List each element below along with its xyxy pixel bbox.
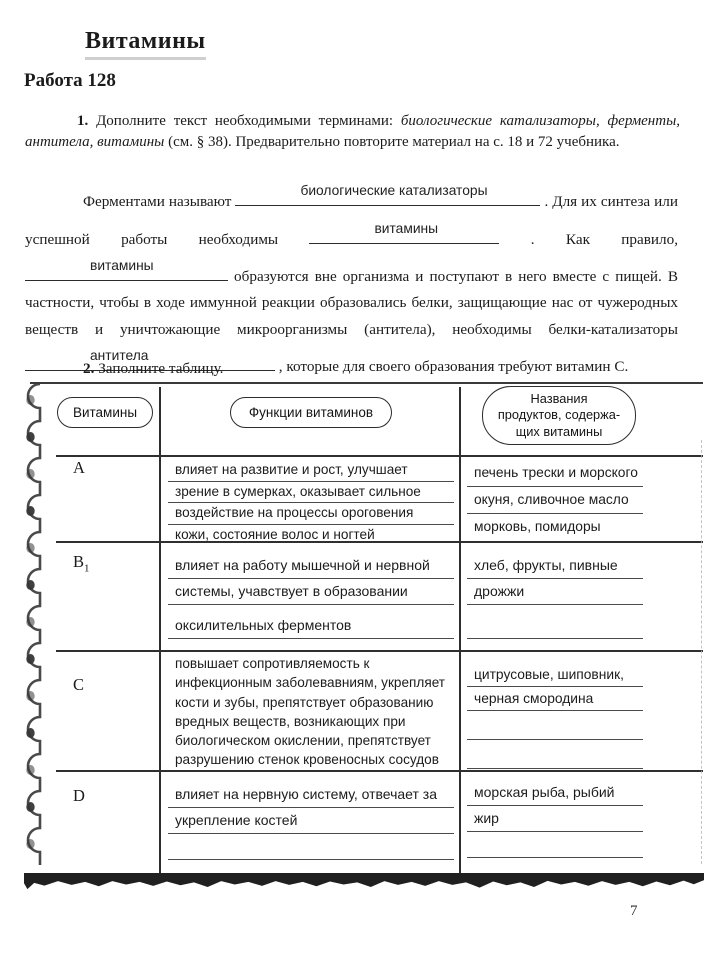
blank-line <box>467 716 643 740</box>
product-line: дрожжи <box>467 579 643 605</box>
function-line: вредных веществ, возникающих при <box>175 713 406 729</box>
blank-line <box>467 613 643 639</box>
task2-number: 2. <box>83 360 95 378</box>
function-line: оксилительных ферментов <box>168 613 454 639</box>
product-line: морковь, помидоры <box>474 519 601 534</box>
page-bottom-scan-shadow <box>24 873 704 890</box>
page-title: Витамины <box>85 28 206 60</box>
product-line: цитрусовые, шиповник, <box>467 663 643 687</box>
function-line: кости и зубы, препятствует образованию <box>175 694 434 710</box>
row-c-bottom-border <box>56 770 703 772</box>
table-right-border <box>701 440 702 864</box>
vitamin-letter-b1: $B_1$ <box>73 552 90 575</box>
product-line: печень трески и морского <box>467 460 643 487</box>
function-line: зрение в сумерках, оказывает сильное <box>168 482 454 504</box>
function-cell-b1 <box>168 553 454 639</box>
answer-blank-1: биологические катализаторы <box>235 178 540 206</box>
vitamin-letter-d: D <box>73 786 85 805</box>
table-top-border <box>30 382 703 384</box>
header-products-line3: щих витамины <box>515 423 603 439</box>
function-line: биологическом окислении, препятствует <box>175 733 431 749</box>
fill-text-2: . Для их синтеза или успешной работы необходимы <box>25 193 679 248</box>
row-b-bottom-border <box>56 650 703 652</box>
page-number: 7 <box>630 903 638 919</box>
product-line: окуня, сливочное масло <box>467 487 643 514</box>
product-line: черная смородина <box>467 687 643 711</box>
function-cell-c <box>168 654 468 770</box>
task1-text-before: Дополните текст необходимыми терминами: <box>88 113 401 129</box>
header-products-line2: продуктов, содержа- <box>497 407 621 423</box>
blank-line <box>467 745 643 769</box>
fill-text-1: Ферментами называют <box>83 193 236 211</box>
header-products-line1: Названия <box>530 390 588 406</box>
product-line: морская рыба, рыбий <box>467 780 643 806</box>
blank-line <box>168 834 454 860</box>
function-cell-d <box>168 782 454 860</box>
product-line: хлеб, фрукты, пивные <box>467 553 643 579</box>
fill-text-4: образуются вне организма и поступают в него вместе с пищей. В частности, чтобы в ходе иммунной реакции образовались белки, защищающие нас от чужеродных веществ и уничтожающие микроорганизмы (антитела), необходимы белки-катализаторы <box>25 268 678 338</box>
function-line: кожи, состояние волос и ногтей <box>175 526 375 542</box>
products-cell-a <box>467 460 643 540</box>
vitamins-table <box>0 382 721 907</box>
function-line: воздействие на процессы ороговения <box>168 503 454 525</box>
task1-paragraph <box>25 111 680 152</box>
task1-number: 1. <box>77 113 89 129</box>
fill-text-3: . Как правило, <box>499 230 679 248</box>
product-line: жир <box>467 806 643 832</box>
function-line: укрепление костей <box>168 808 454 834</box>
fill-in-paragraph <box>25 178 678 380</box>
header-functions: Функции витаминов <box>230 397 392 428</box>
task2-text: Заполните таблицу. <box>94 360 224 378</box>
vitamin-letter-c: C <box>73 675 85 694</box>
function-line: влияет на работу мышечной и нервной <box>168 553 454 579</box>
task1-text-after: (см. § 38). Предварительно повторите материал на с. 18 и 72 учебника. <box>164 133 620 150</box>
task1-terms-italic: биологические катализаторы, ферменты, антитела, витамины <box>25 113 680 150</box>
products-cell-c <box>467 663 643 769</box>
task2-paragraph <box>25 360 678 378</box>
answer-blank-2: витамины <box>309 216 499 244</box>
function-line: системы, учавствует в образовании <box>168 579 454 605</box>
function-line: влияет на развитие и рост, улучшает <box>168 460 454 482</box>
function-line: влияет на нервную систему, отвечает за <box>168 782 454 808</box>
function-cell-a <box>168 460 454 545</box>
spiral-notebook-edge <box>24 382 50 882</box>
vitamin-letter-a: A <box>73 458 85 477</box>
fill-text-5: , которые для своего образования требуют витамин С. <box>275 358 629 376</box>
column-separator-2 <box>459 387 461 874</box>
answer-blank-4: антитела <box>25 343 275 371</box>
function-line: инфекционным заболевавниям, укрепляет <box>175 675 446 691</box>
header-products <box>482 386 636 445</box>
products-cell-b1 <box>467 553 643 639</box>
function-line: разрушению стенок кровеносных сосудов <box>175 752 439 768</box>
header-bottom-border <box>56 455 703 457</box>
products-cell-d <box>467 780 643 858</box>
function-line: повышает сопротивляемость к <box>175 656 370 671</box>
answer-blank-3: витамины <box>25 253 228 281</box>
header-vitamins: Витамины <box>57 397 153 428</box>
column-separator-1 <box>159 387 161 874</box>
work-number-heading: Работа 128 <box>24 70 116 91</box>
blank-line <box>467 832 643 858</box>
